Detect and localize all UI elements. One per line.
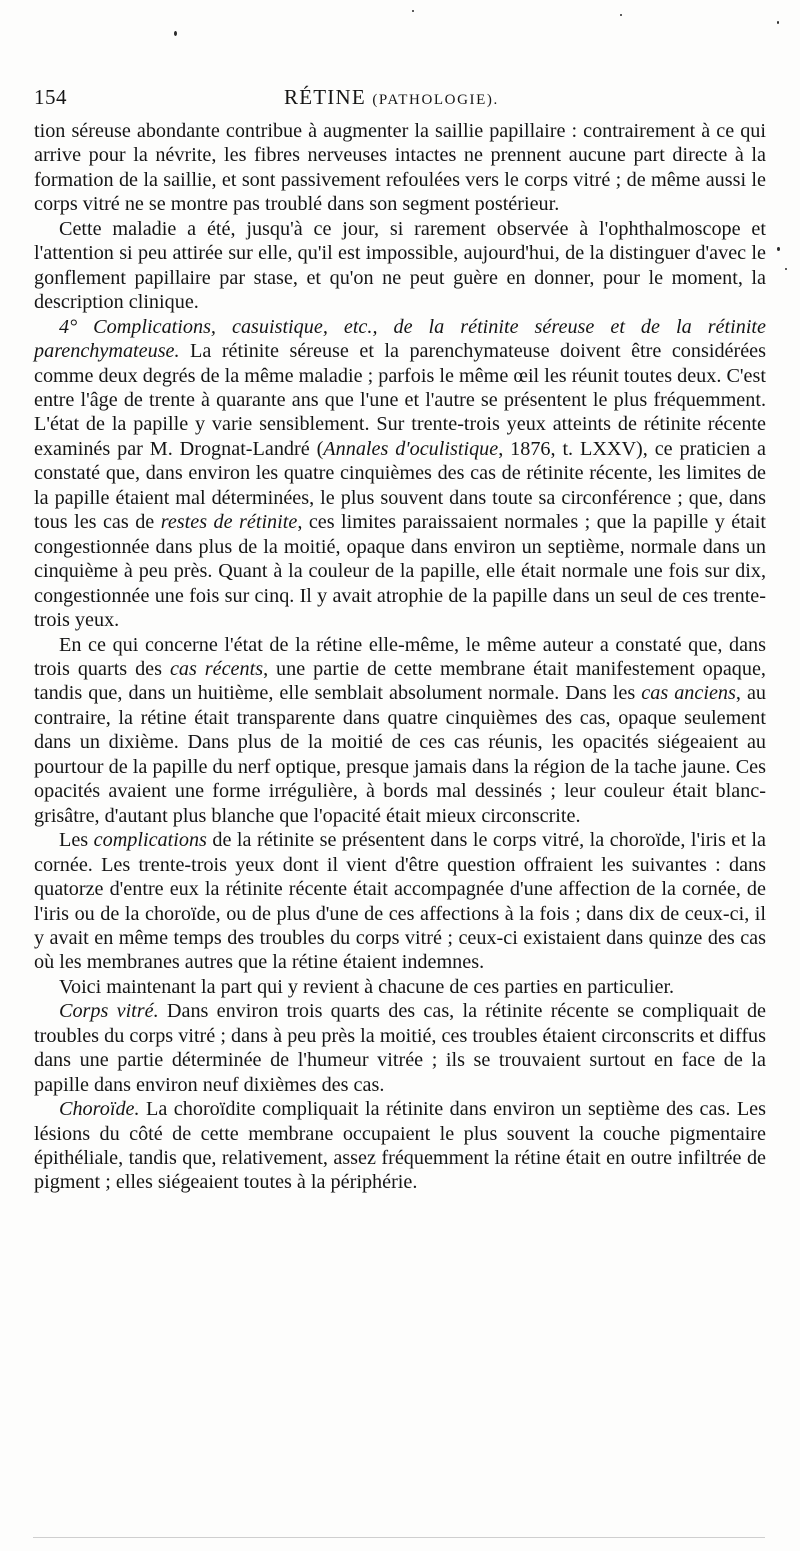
scan-speck — [777, 247, 780, 251]
paragraph-corps-vitre — [34, 999, 766, 1097]
scan-speck — [412, 10, 414, 12]
scan-speck — [174, 31, 177, 36]
text-run: Dans environ trois quarts des cas, la rétinite récente se compliquait de troubles du corps vitré ; dans à peu près la moitié, ces troubles étaient circonscrits et diffus dans une partie déterminée de l'humeur vitrée ; ils se trouvaient surtout en face de la papille dans environ neuf dixièmes des cas. — [34, 1000, 766, 1096]
subsection-heading: Corps vitré. — [59, 1000, 159, 1023]
paragraph-complications-heading — [34, 315, 766, 633]
body-text — [34, 119, 766, 1195]
italic-term: complications — [93, 829, 207, 852]
paragraph-clinical-description — [34, 217, 766, 315]
text-run: La choroïdite compliquait la rétinite dans environ un septième des cas. Les lésions du côté de cette membrane occupaient le plus souvent la couche pigmentaire épithéliale, tandis que, relativement, assez fréquemment la rétine était en outre infiltrée de pigment ; elles siégeaient toutes à la périphérie. — [34, 1098, 766, 1194]
text-run: Les — [59, 829, 94, 852]
scan-speck — [620, 14, 622, 16]
paragraph-continuation — [34, 119, 766, 217]
text-run: , ces limites paraissaient normales ; que la papille y était congestionnée dans plus de la moitié, opaque dans environ un septième, normale dans un cinquième à peu près. Quant à la couleur de la papille, elle était normale une fois sur dix, congestionnée une fois sur cinq. Il y avait atrophie de la papille dans un seul de ces trente-trois yeux. — [34, 511, 766, 632]
page-number: 154 — [34, 85, 67, 109]
running-head-subtitle: (PATHOLOGIE). — [372, 92, 499, 108]
text-run: Voici maintenant la part qui y revient à chacune de ces parties en particulier. — [59, 975, 675, 998]
text-run: , 1876, t. LXXV), ce praticien a constaté que, dans environ les quatre cinquièmes des cas de rétinite récente, les limites de la papille étaient mal déterminées, le plus souvent dans toute sa circonférence ; que, dans tous les cas de — [34, 437, 766, 534]
running-head — [284, 82, 499, 115]
scan-speck — [785, 268, 787, 270]
paragraph-retina-state — [34, 633, 766, 829]
text-run: En ce qui concerne l'état de la rétine elle-même, le même auteur a constaté que, dans trois quarts des — [34, 633, 766, 680]
text-run: , une partie de cette membrane était manifestement opaque, tandis que, dans un huitième, elle semblait absolument normale. Dans les — [34, 657, 766, 705]
italic-term: cas récents — [169, 657, 264, 680]
scan-speck — [777, 21, 779, 24]
paragraph-choroide — [34, 1097, 766, 1195]
text-run: , au contraire, la rétine était transparente dans quatre cinquièmes des cas, opaque seulement dans un dixième. Dans plus de la moitié de ces cas réunis, les opacités siégeaient au pourtour de la papille du nerf optique, presque jamais dans la région de la tache jaune. Ces opacités avaient une forme irrégulière, à bords mal dessinés ; leur couleur était blanc-grisâtre, d'autant plus blanche que l'opacité était mieux circonscrite. — [34, 682, 766, 827]
citation-title: Annales d'oculistique — [323, 437, 499, 460]
text-run: Cette maladie a été, jusqu'à ce jour, si rarement observée à l'ophthalmoscope et l'attention si peu attirée sur elle, qu'il est impossible, aujourd'hui, de la distinguer d'avec le gonflement papillaire par stase, et qu'on ne peut guère en donner, pour le moment, la description clinique. — [34, 217, 766, 314]
text-run: de la rétinite se présentent dans le corps vitré, la choroïde, l'iris et la cornée. Les trente-trois yeux dont il vient d'être question offraient les suivantes : dans quatorze d'entre eux la rétinite récente était accompagnée d'une affection de la cornée, de l'iris ou de la choroïde, ou de plus d'une de ces affections à la fois ; dans dix de ceux-ci, il y avait en même temps des troubles du corps vitré ; ceux-ci existaient dans quinze des cas où les membranes autres que la rétine étaient indemnes. — [34, 829, 766, 974]
section-heading: 4° Complications, casuistique, etc., de la rétinite séreuse et de la rétinite parenchymateuse. — [34, 315, 766, 363]
running-head-title: RÉTINE — [284, 85, 366, 109]
bottom-scan-rule — [33, 1537, 765, 1538]
italic-term: restes de rétinite — [160, 511, 298, 534]
paragraph-complications — [34, 828, 766, 975]
page-header — [34, 82, 766, 112]
subsection-heading: Choroïde. — [59, 1098, 140, 1121]
text-run: La rétinite séreuse et la parenchymateuse doivent être considérées comme deux degrés de la même maladie ; parfois le même œil les réunit toutes deux. C'est entre l'âge de trente à quarante ans que l'une et l'autre se présentent le plus fréquemment. L'état de la papille y varie sensiblement. Sur trente-trois yeux atteints de rétinite récente examinés par M. Drognat-Landré ( — [34, 340, 766, 460]
paragraph-parts — [34, 975, 766, 999]
italic-term: cas anciens — [641, 682, 736, 705]
text-run: tion séreuse abondante contribue à augmenter la saillie papillaire : contrairement à ce qui arrive pour la névrite, les fibres nerveuses intactes ne prennent aucune part directe à la formation de la saillie, et sont passivement refoulées vers le corps vitré ; de même aussi le corps vitré ne se montre pas troublé dans son segment postérieur. — [34, 120, 766, 216]
